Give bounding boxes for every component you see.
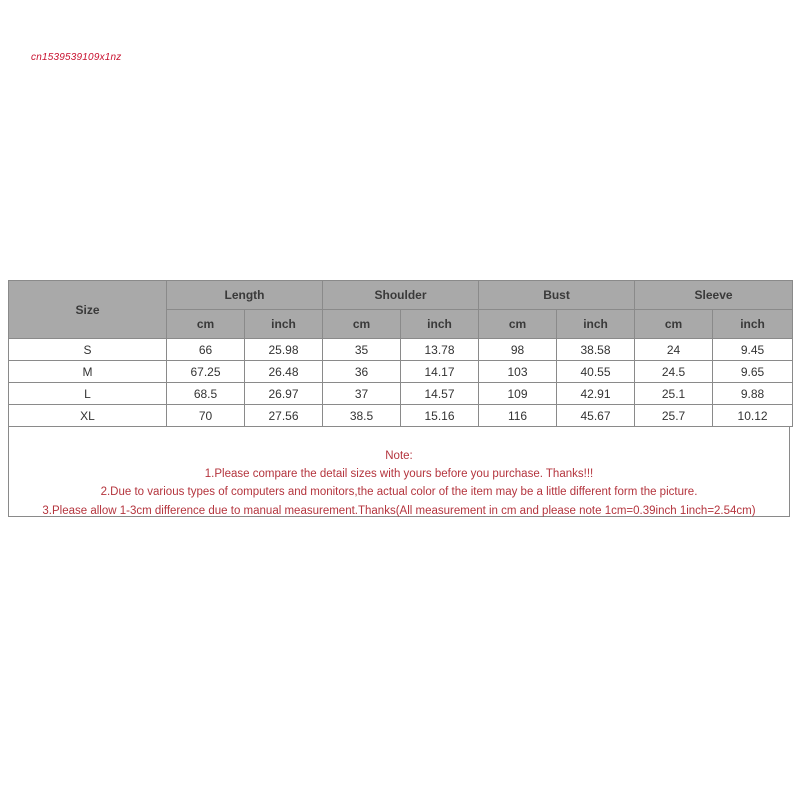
size-cell: L [9, 383, 167, 405]
value-cell: 26.48 [245, 361, 323, 383]
size-cell: XL [9, 405, 167, 427]
value-cell: 9.88 [713, 383, 793, 405]
sleeve-group-header: Sleeve [635, 281, 793, 310]
size-cell: M [9, 361, 167, 383]
unit-header: inch [401, 310, 479, 339]
value-cell: 42.91 [557, 383, 635, 405]
table-row [9, 339, 793, 361]
unit-header: cm [479, 310, 557, 339]
value-cell: 26.97 [245, 383, 323, 405]
value-cell: 70 [167, 405, 245, 427]
table-row [9, 361, 793, 383]
value-cell: 98 [479, 339, 557, 361]
value-cell: 9.45 [713, 339, 793, 361]
value-cell: 116 [479, 405, 557, 427]
unit-header: cm [167, 310, 245, 339]
value-cell: 35 [323, 339, 401, 361]
value-cell: 15.16 [401, 405, 479, 427]
size-cell: S [9, 339, 167, 361]
value-cell: 25.7 [635, 405, 713, 427]
value-cell: 14.17 [401, 361, 479, 383]
value-cell: 10.12 [713, 405, 793, 427]
note-line: 1.Please compare the detail sizes with yours before you purchase. Thanks!!! [204, 468, 594, 481]
value-cell: 13.78 [401, 339, 479, 361]
table-row [9, 405, 793, 427]
value-cell: 36 [323, 361, 401, 383]
size-chart [8, 280, 792, 517]
value-cell: 68.5 [167, 383, 245, 405]
unit-header: inch [557, 310, 635, 339]
unit-header: cm [635, 310, 713, 339]
value-cell: 25.98 [245, 339, 323, 361]
value-cell: 66 [167, 339, 245, 361]
value-cell: 38.58 [557, 339, 635, 361]
value-cell: 37 [323, 383, 401, 405]
unit-header: inch [713, 310, 793, 339]
value-cell: 45.67 [557, 405, 635, 427]
value-cell: 14.57 [401, 383, 479, 405]
table-row [9, 383, 793, 405]
value-cell: 40.55 [557, 361, 635, 383]
value-cell: 103 [479, 361, 557, 383]
note-line: 3.Please allow 1-3cm difference due to manual measurement.Thanks(All measurement in cm and please note 1cm=0.39inch 1inch=2.54cm) [42, 504, 756, 517]
value-cell: 67.25 [167, 361, 245, 383]
value-cell: 24 [635, 339, 713, 361]
watermark-text: cn1539539109x1nz [31, 52, 122, 63]
value-cell: 24.5 [635, 361, 713, 383]
value-cell: 109 [479, 383, 557, 405]
note-line: 2.Due to various types of computers and monitors,the actual color of the item may be a little different form the picture. [100, 486, 698, 499]
size-column-header: Size [9, 281, 167, 339]
value-cell: 25.1 [635, 383, 713, 405]
unit-header: inch [245, 310, 323, 339]
value-cell: 27.56 [245, 405, 323, 427]
value-cell: 9.65 [713, 361, 793, 383]
unit-header: cm [323, 310, 401, 339]
bust-group-header: Bust [479, 281, 635, 310]
length-group-header: Length [167, 281, 323, 310]
size-table [8, 280, 793, 427]
value-cell: 38.5 [323, 405, 401, 427]
notes-box [8, 427, 790, 517]
note-title: Note: [385, 450, 413, 462]
shoulder-group-header: Shoulder [323, 281, 479, 310]
header-group-row [9, 281, 793, 310]
